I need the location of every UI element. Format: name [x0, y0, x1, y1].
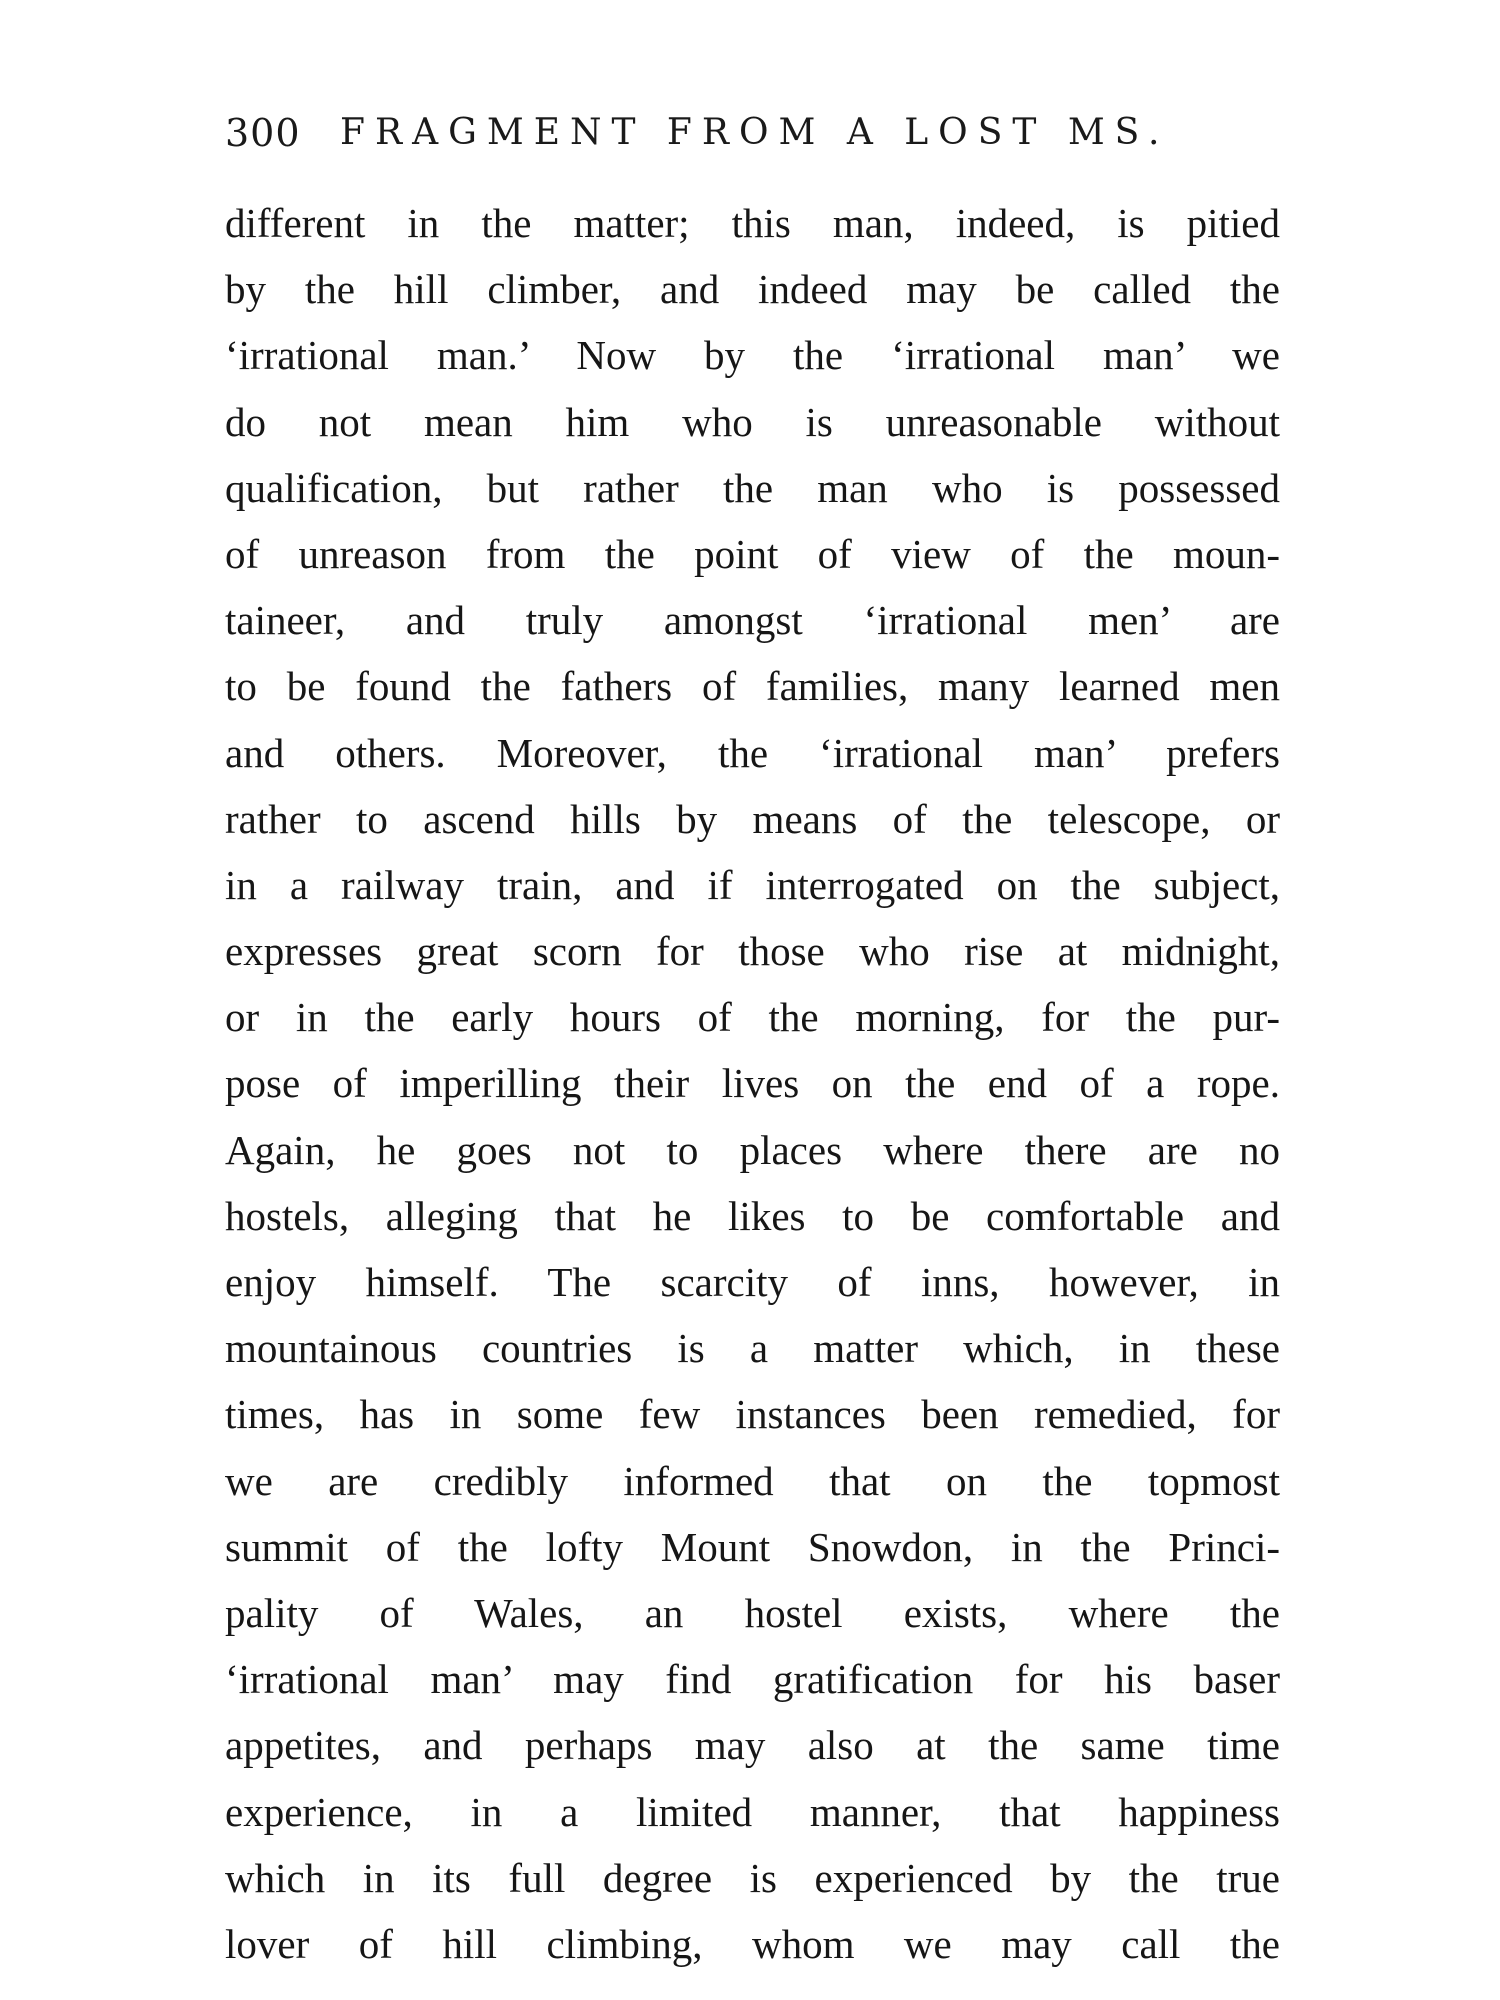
text-line: appetites, and perhaps may also at the same time: [225, 1722, 1280, 1769]
text-line: qualification, but rather the man who is possessed: [225, 464, 1280, 511]
text-line: which in its full degree is experienced by the true: [225, 1854, 1280, 1901]
text-line: lover of hill climbing, whom we may call the: [225, 1920, 1280, 1967]
text-line: mountainous countries is a matter which, in these: [225, 1325, 1280, 1372]
text-line: of unreason from the point of view of the moun-: [225, 530, 1280, 577]
text-line: or in the early hours of the morning, for the pur-: [225, 994, 1280, 1041]
text-line: to be found the fathers of families, many learned men: [225, 663, 1280, 710]
text-line: rather to ascend hills by means of the telescope, or: [225, 795, 1280, 842]
running-head: [225, 108, 1285, 158]
text-line: in a railway train, and if interrogated on the subject,: [225, 861, 1280, 908]
text-line: Again, he goes not to places where there are no: [225, 1126, 1280, 1173]
text-line: hostels, alleging that he likes to be comfortable and: [225, 1192, 1280, 1239]
text-line: by the hill climber, and indeed may be called the: [225, 266, 1280, 313]
text-line: expresses great scorn for those who rise at midnight,: [225, 928, 1280, 975]
running-title: FRAGMENT FROM A LOST MS.: [340, 112, 1170, 153]
text-line: pality of Wales, an hostel exists, where the: [225, 1589, 1280, 1636]
text-line: do not mean him who is unreasonable without: [225, 398, 1280, 445]
text-line: different in the matter; this man, indeed, is pitied: [225, 200, 1280, 246]
text-line: pose of imperilling their lives on the end of a rope.: [225, 1060, 1280, 1107]
text-line: enjoy himself. The scarcity of inns, however, in: [225, 1259, 1280, 1305]
text-line: ‘irrational man’ may find gratification for his baser: [225, 1656, 1280, 1703]
text-line: taineer, and truly amongst ‘irrational men’ are: [225, 597, 1280, 644]
page-number: 300: [225, 111, 301, 155]
text-line: times, has in some few instances been remedied, for: [225, 1391, 1280, 1438]
body-text: [225, 190, 1280, 1977]
text-line: and others. Moreover, the ‘irrational man’ prefers: [225, 729, 1280, 776]
text-line: we are credibly informed that on the topmost: [225, 1457, 1280, 1504]
text-line: experience, in a limited manner, that happiness: [225, 1788, 1280, 1835]
text-line: summit of the lofty Mount Snowdon, in the Princi-: [225, 1523, 1280, 1570]
text-line: ‘irrational man.’ Now by the ‘irrational man’ we: [225, 332, 1280, 379]
